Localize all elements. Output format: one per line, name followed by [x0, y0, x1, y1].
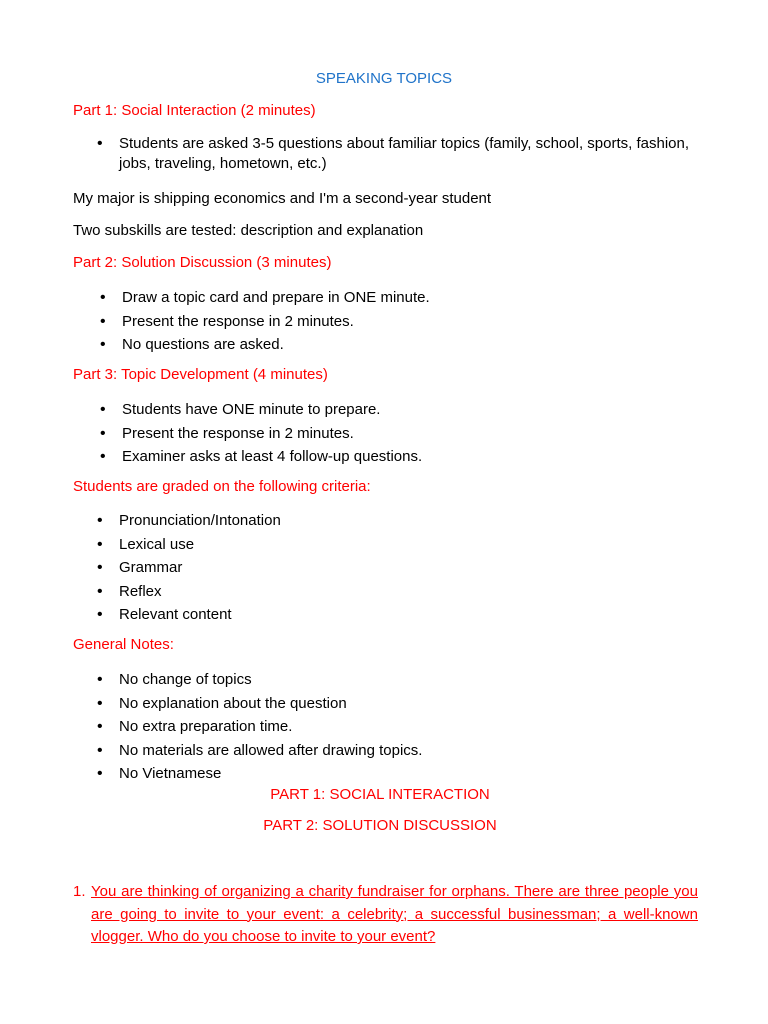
question-item — [73, 881, 698, 949]
part3-bullet-list — [100, 398, 422, 469]
note-line-subskills: Two subskills are tested: description and explanation — [73, 222, 424, 239]
list-item: • No Vietnamese — [97, 762, 422, 786]
list-item: • No questions are asked. — [100, 333, 430, 357]
list-item: • No explanation about the question — [97, 692, 422, 716]
general-notes-heading: General Notes: — [73, 636, 174, 653]
list-item: • No extra preparation time. — [97, 715, 422, 739]
general-notes-bullet-list — [97, 668, 422, 786]
list-item: • Students have ONE minute to prepare. — [100, 398, 422, 422]
section-heading-part1: PART 1: SOCIAL INTERACTION — [270, 786, 490, 803]
list-item: • Students are asked 3-5 questions about familiar topics (family, school, sports, fashion, jobs, traveling, hometown, etc.) — [97, 134, 699, 174]
list-item: • No materials are allowed after drawing topics. — [97, 739, 422, 763]
part2-heading: Part 2: Solution Discussion (3 minutes) — [73, 254, 332, 271]
list-item: • Draw a topic card and prepare in ONE minute. — [100, 286, 430, 310]
part3-heading: Part 3: Topic Development (4 minutes) — [73, 366, 328, 383]
part2-bullet-list — [100, 286, 430, 357]
question-text: You are thinking of organizing a charity fundraiser for orphans. There are three people you are going to invite to your event: a celebrity; a successful businessman; a well-known vlogger. Who do you choose to invite to your event? — [91, 883, 698, 945]
list-item: • Lexical use — [97, 533, 281, 557]
list-item: • Pronunciation/Intonation — [97, 509, 281, 533]
section-heading-part2: PART 2: SOLUTION DISCUSSION — [263, 817, 497, 834]
part1-bullet-list — [97, 134, 699, 174]
criteria-heading: Students are graded on the following criteria: — [73, 478, 371, 495]
question-number: 1. — [73, 883, 86, 900]
list-item: • No change of topics — [97, 668, 422, 692]
document-title: SPEAKING TOPICS — [315, 70, 453, 87]
list-item: • Present the response in 2 minutes. — [100, 422, 422, 446]
note-line-major: My major is shipping economics and I'm a second-year student — [73, 190, 492, 207]
part1-heading: Part 1: Social Interaction (2 minutes) — [73, 102, 316, 119]
list-item: • Present the response in 2 minutes. — [100, 310, 430, 334]
list-item: • Reflex — [97, 580, 281, 604]
criteria-bullet-list — [97, 509, 281, 627]
list-item: • Relevant content — [97, 603, 281, 627]
list-item: • Examiner asks at least 4 follow-up questions. — [100, 445, 422, 469]
list-item: • Grammar — [97, 556, 281, 580]
